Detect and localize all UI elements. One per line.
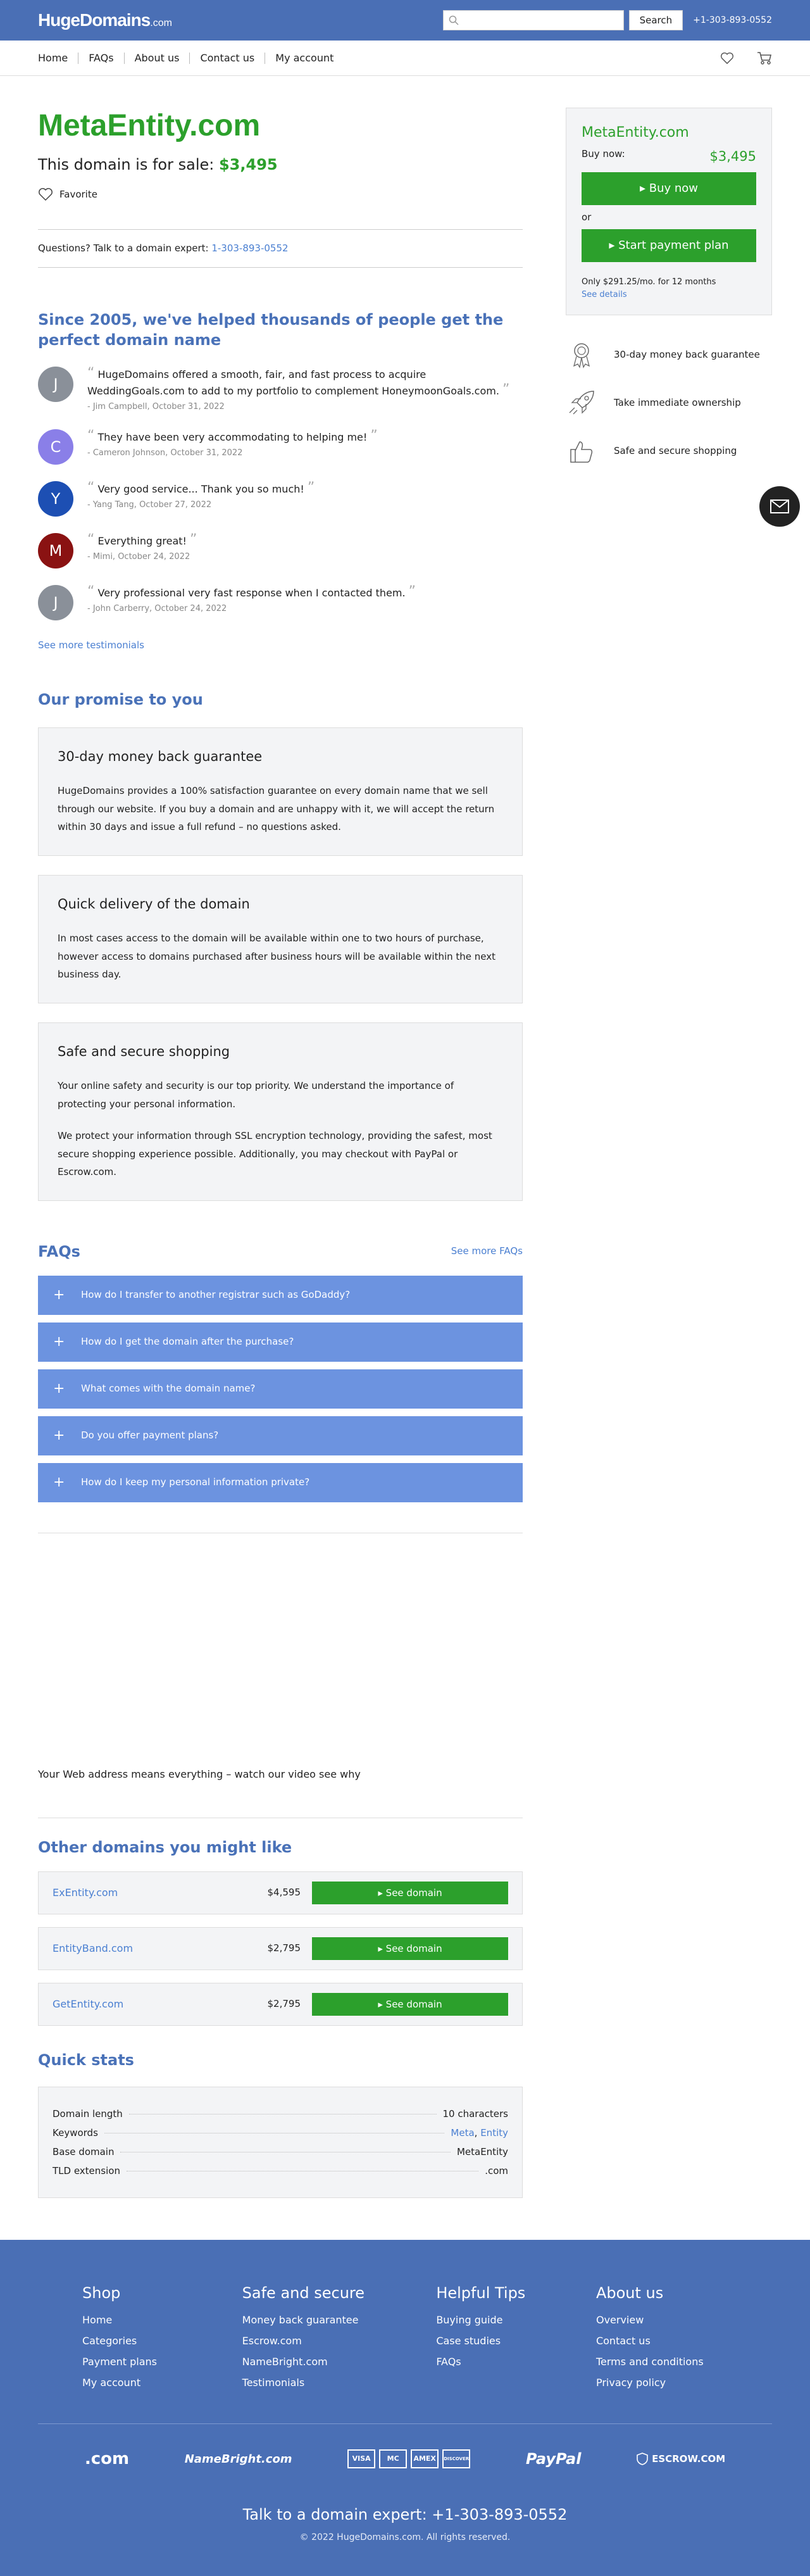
perk-ownership — [566, 389, 772, 417]
footer-link[interactable]: Buying guide — [436, 2313, 503, 2326]
rocket-icon — [566, 389, 597, 417]
other-domain-price: $2,795 — [267, 1998, 301, 2010]
testimonial — [38, 585, 523, 620]
discover-logo: DISCOVER — [442, 2449, 470, 2468]
search-box — [443, 10, 624, 30]
footer-link[interactable]: NameBright.com — [242, 2355, 328, 2368]
other-domain-price: $2,795 — [267, 1942, 301, 1954]
other-domains-list — [38, 1871, 523, 2026]
see-details-link[interactable]: See details — [582, 289, 627, 299]
plus-icon: + — [53, 1474, 65, 1491]
expert-text: Questions? Talk to a domain expert: — [38, 242, 209, 254]
buy-now-button[interactable]: ▸ Buy now — [582, 172, 756, 205]
testimonial-author: - John Carberry, October 24, 2022 — [87, 603, 227, 613]
faq-title: FAQs — [38, 1242, 80, 1260]
other-domain-link[interactable]: EntityBand.com — [53, 1942, 134, 1954]
see-more-faqs-link[interactable]: See more FAQs — [451, 1245, 523, 1257]
buy-box-domain: MetaEntity.com — [582, 125, 689, 141]
domain-title: MetaEntity.com — [38, 109, 261, 142]
avatar: J — [38, 367, 73, 402]
footer-col-title: Safe and secure — [242, 2284, 365, 2302]
thumbs-up-icon — [566, 437, 597, 465]
award-icon — [566, 341, 597, 368]
testimonial-quote: “ Everything great! ” — [87, 532, 197, 548]
promise-box-text: We protect your information through SSL encryption technology, providing the safest, most secure shopping experience possible. Additionally, you may checkout with PayPal or Escrow.com. — [58, 1130, 492, 1178]
sale-line — [38, 153, 523, 176]
nav-home[interactable]: Home — [38, 52, 68, 64]
escrow-shield-icon — [637, 2453, 648, 2465]
testimonial-author: - Yang Tang, October 27, 2022 — [87, 499, 212, 510]
promise-title: Our promise to you — [38, 690, 203, 708]
avatar: M — [38, 533, 73, 569]
see-more-testimonials-link[interactable]: See more testimonials — [38, 639, 144, 651]
promise-box-text: Your online safety and security is our top priority. We understand the importance of protecting your personal information. — [58, 1080, 454, 1110]
other-domain-price: $4,595 — [267, 1887, 301, 1899]
logo-suffix: .com — [150, 18, 172, 28]
footer-expert-phone[interactable]: Talk to a domain expert: +1-303-893-0552 — [242, 2505, 568, 2523]
testimonial — [38, 429, 523, 465]
stat-row: TLD extension .com — [53, 2165, 508, 2177]
testimonial-quote: “ Very professional very fast response when I contacted them. ” — [87, 584, 416, 600]
footer-col-shop — [82, 2282, 214, 2393]
footer-link[interactable]: Categories — [82, 2334, 137, 2347]
main-content — [38, 108, 523, 2198]
footer-link[interactable]: Home — [82, 2313, 113, 2326]
footer-link[interactable]: Privacy policy — [595, 2376, 666, 2389]
avatar: J — [38, 585, 73, 620]
chat-button[interactable] — [759, 486, 800, 527]
top-bar — [0, 0, 810, 41]
perk-secure — [566, 437, 772, 465]
cart-icon[interactable] — [757, 51, 772, 65]
amex-logo: AMEX — [411, 2449, 439, 2468]
see-domain-button[interactable]: ▸ See domain — [312, 1937, 508, 1960]
escrow-logo: ESCROW.COM — [637, 2452, 725, 2466]
perk-label: Safe and secure shopping — [614, 444, 737, 456]
favorite-label: Favorite — [59, 188, 97, 200]
sale-price: $3,495 — [218, 155, 278, 173]
plus-icon: + — [53, 1381, 65, 1397]
footer-divider — [38, 2423, 772, 2424]
visa-logo: VISA — [347, 2449, 375, 2468]
testimonials-title: Since 2005, we've helped thousands of people get the perfect domain name — [38, 310, 504, 349]
keyword-link[interactable]: Meta — [451, 2127, 475, 2139]
promise-box-text: In most cases access to the domain will be available within one to two hours of purchase, however access to domains purchased after business hours will be available within the next business day. — [58, 933, 496, 981]
faq-item[interactable]: + How do I transfer to another registrar such as GoDaddy? — [38, 1276, 523, 1315]
promise-box-title: Safe and secure shopping — [58, 1043, 230, 1059]
logo-text: HugeDomains — [38, 10, 151, 30]
footer-col-title: Helpful Tips — [436, 2284, 526, 2302]
envelope-icon — [770, 499, 789, 513]
testimonial-quote: “ Very good service... Thank you so much! ” — [87, 480, 315, 496]
footer-link[interactable]: Terms and conditions — [595, 2355, 704, 2368]
plus-icon: + — [53, 1428, 65, 1444]
quick-stats-title: Quick stats — [38, 2051, 134, 2069]
plus-icon: + — [53, 1287, 65, 1304]
divider — [38, 267, 523, 268]
nav-contact-us[interactable]: Contact us — [189, 53, 265, 64]
promise-box-delivery — [38, 875, 523, 1003]
copyright: © 2022 HugeDomains.com. All rights reserved. — [299, 2532, 511, 2542]
see-domain-button[interactable]: ▸ See domain — [312, 1993, 508, 2016]
perk-guarantee — [566, 341, 772, 368]
footer-link[interactable]: Testimonials — [242, 2376, 305, 2389]
namebright-logo: NameBright.com — [184, 2452, 292, 2466]
avatar: C — [38, 429, 73, 465]
mastercard-logo: MC — [379, 2449, 407, 2468]
buy-now-price: $3,495 — [709, 149, 756, 164]
footer-link[interactable]: Overview — [595, 2313, 644, 2326]
footer-link[interactable]: Payment plans — [82, 2355, 158, 2368]
other-domains-title: Other domains you might like — [38, 1838, 292, 1856]
search-icon — [449, 15, 459, 25]
stat-row: Keywords Meta, Entity — [53, 2127, 508, 2139]
video-area[interactable] — [38, 1533, 523, 1767]
footer-link[interactable]: FAQs — [436, 2355, 461, 2368]
plus-icon: + — [53, 1334, 65, 1350]
nav-bar — [0, 41, 810, 76]
footer-col-title: About us — [595, 2284, 664, 2302]
other-domain-row — [38, 1927, 523, 1970]
favorite-toggle[interactable] — [38, 187, 523, 202]
footer-link[interactable]: Escrow.com — [242, 2334, 302, 2347]
testimonials-list — [38, 367, 523, 620]
footer — [0, 2240, 810, 2576]
promise-box-text: HugeDomains provides a 100% satisfaction guarantee on every domain name that we sell through our website. If you buy a domain and are unhappy with it, we will accept the return within 30 days and issue a full refund – no questions asked. — [58, 785, 495, 833]
faq-item[interactable]: + Do you offer payment plans? — [38, 1416, 523, 1455]
footer-col-title: Shop — [82, 2284, 121, 2302]
paypal-logo: PayPal — [525, 2450, 582, 2468]
faq-list — [38, 1276, 523, 1502]
or-text: or — [582, 211, 592, 223]
payment-plan-button[interactable]: ▸ Start payment plan — [582, 229, 756, 262]
testimonial-author: - Jim Campbell, October 31, 2022 — [87, 401, 225, 412]
other-domain-row — [38, 1871, 523, 1914]
testimonial-author: - Cameron Johnson, October 31, 2022 — [87, 448, 243, 458]
buy-box — [566, 108, 772, 315]
faq-item[interactable]: + How do I get the domain after the purchase? — [38, 1323, 523, 1362]
heart-icon[interactable] — [720, 52, 734, 65]
faq-header — [38, 1240, 523, 1263]
header-phone[interactable]: +1-303-893-0552 — [693, 15, 772, 25]
nav-my-account[interactable]: My account — [265, 53, 344, 64]
testimonial — [38, 481, 523, 517]
divider — [38, 229, 523, 230]
promise-box-title: Quick delivery of the domain — [58, 896, 250, 912]
search-button[interactable]: Search — [629, 10, 683, 30]
promise-box-title: 30-day money back guarantee — [58, 748, 263, 764]
sale-text: This domain is for sale: — [38, 155, 215, 173]
monthly-text: Only $291.25/mo. for 12 months — [582, 277, 716, 287]
perk-label: Take immediate ownership — [614, 396, 741, 408]
testimonial-quote: “ HugeDomains offered a smooth, fair, and fast process to acquire WeddingGoals.com to add to my portfolio to complement HoneymoonGoals.com. ” — [87, 365, 510, 398]
dotcom-logo: .com — [84, 2449, 130, 2468]
keyword-link[interactable]: Entity — [480, 2127, 508, 2139]
heart-icon — [38, 187, 53, 201]
search-area — [443, 10, 772, 30]
site-logo[interactable] — [38, 7, 172, 34]
faq-item[interactable]: + What comes with the domain name? — [38, 1369, 523, 1409]
testimonial-quote: “ They have been very accommodating to helping me! ” — [87, 428, 378, 444]
other-domain-link[interactable]: GetEntity.com — [53, 1997, 124, 2010]
testimonial — [38, 533, 523, 569]
nav-faqs[interactable]: FAQs — [78, 53, 123, 64]
testimonial-author: - Mimi, October 24, 2022 — [87, 551, 190, 562]
buy-now-label: Buy now: — [582, 148, 625, 160]
footer-link[interactable]: My account — [82, 2376, 141, 2389]
stat-row: Base domain MetaEntity — [53, 2146, 508, 2158]
video-caption: Your Web address means everything – watch our video see why — [38, 1768, 361, 1780]
expert-line — [38, 241, 523, 256]
quick-stats-box — [38, 2087, 523, 2198]
footer-col-about — [596, 2282, 728, 2393]
promise-box-guarantee — [38, 727, 523, 856]
other-domain-link[interactable]: ExEntity.com — [53, 1886, 118, 1899]
search-input[interactable] — [459, 11, 623, 29]
footer-col-tips — [436, 2282, 568, 2393]
faq-item[interactable]: + How do I keep my personal information private? — [38, 1463, 523, 1502]
partner-logos — [57, 2447, 753, 2472]
expert-phone-link[interactable]: 1-303-893-0552 — [211, 242, 289, 254]
footer-link[interactable]: Case studies — [436, 2334, 501, 2347]
stat-row: Domain length 10 characters — [53, 2108, 508, 2120]
other-domain-row — [38, 1983, 523, 2026]
payment-cards — [347, 2449, 470, 2468]
avatar: Y — [38, 481, 73, 517]
promise-box-security — [38, 1022, 523, 1201]
sidebar — [566, 108, 772, 2198]
perk-label: 30-day money back guarantee — [614, 348, 760, 360]
nav-about-us[interactable]: About us — [124, 53, 190, 64]
footer-link[interactable]: Money back guarantee — [242, 2313, 359, 2326]
see-domain-button[interactable]: ▸ See domain — [312, 1882, 508, 1904]
footer-link[interactable]: Contact us — [595, 2334, 651, 2347]
footer-col-safe — [242, 2282, 408, 2393]
testimonial — [38, 367, 523, 413]
